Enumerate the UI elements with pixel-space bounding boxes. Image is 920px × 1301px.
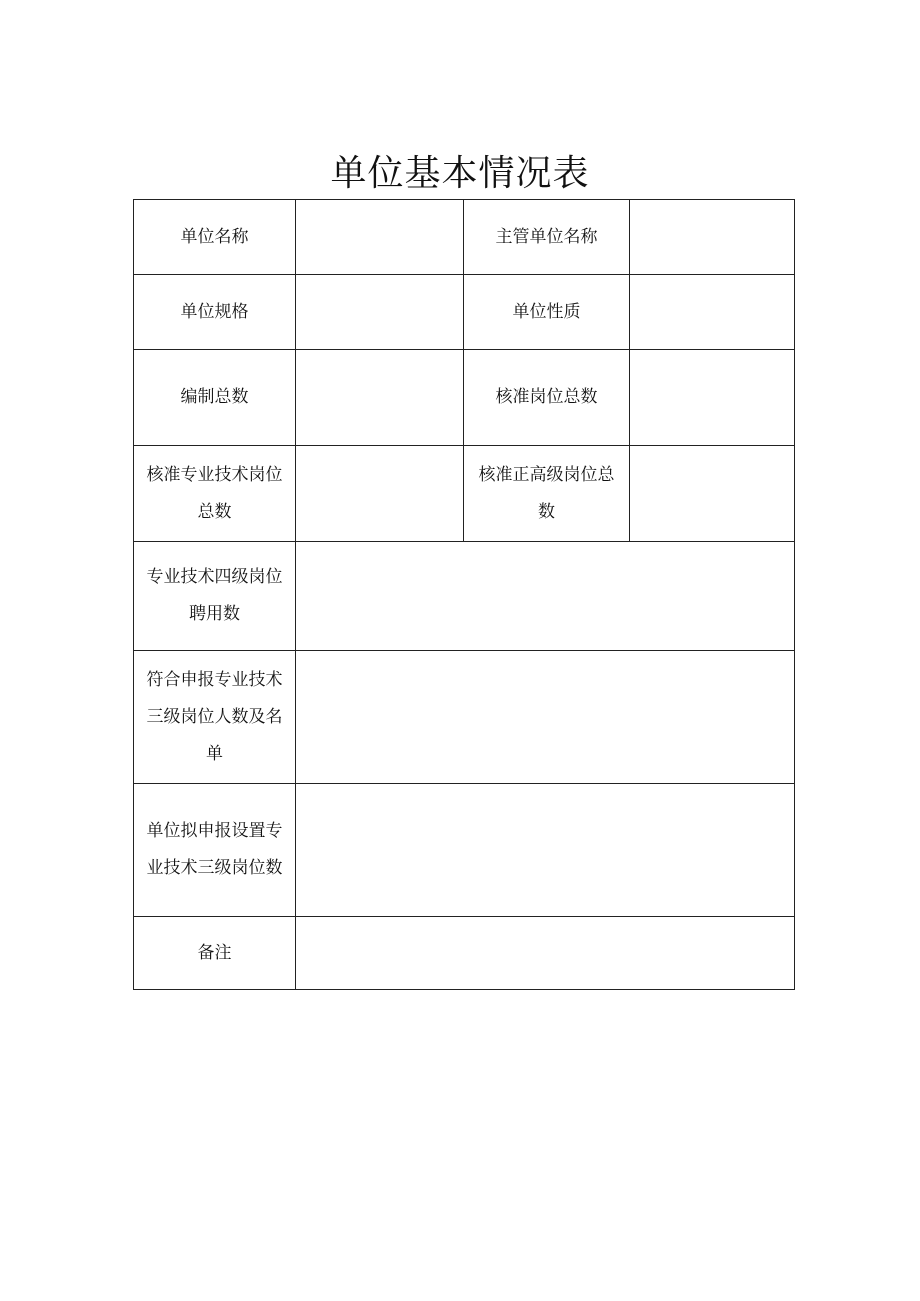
unit-name-label: 单位名称 [134,200,296,275]
unit-name-value[interactable] [296,200,464,275]
planned-level3-label: 单位拟申报设置专业技术三级岗位数 [134,784,296,917]
staffing-total-label: 编制总数 [134,350,296,446]
approved-prof-posts-label: 核准专业技术岗位总数 [134,446,296,542]
level4-hired-label: 专业技术四级岗位聘用数 [134,542,296,651]
row-unit-name [134,200,795,275]
unit-scale-label: 单位规格 [134,275,296,350]
unit-nature-label: 单位性质 [464,275,630,350]
remarks-value[interactable] [296,917,795,990]
level4-hired-value[interactable] [296,542,795,651]
row-unit-scale [134,275,795,350]
row-staffing-total [134,350,795,446]
row-approved-prof-posts [134,446,795,542]
row-remarks [134,917,795,990]
row-eligible-level3 [134,651,795,784]
approved-posts-total-label: 核准岗位总数 [464,350,630,446]
supervising-unit-name-label: 主管单位名称 [464,200,630,275]
approved-posts-total-value[interactable] [630,350,795,446]
eligible-level3-value[interactable] [296,651,795,784]
approved-senior-posts-value[interactable] [630,446,795,542]
approved-prof-posts-value[interactable] [296,446,464,542]
staffing-total-value[interactable] [296,350,464,446]
row-planned-level3 [134,784,795,917]
planned-level3-value[interactable] [296,784,795,917]
unit-info-table [133,199,795,990]
supervising-unit-name-value[interactable] [630,200,795,275]
page-title: 单位基本情况表 [330,153,590,194]
remarks-label: 备注 [134,917,296,990]
eligible-level3-label: 符合申报专业技术三级岗位人数及名单 [134,651,296,784]
unit-scale-value[interactable] [296,275,464,350]
unit-nature-value[interactable] [630,275,795,350]
row-level4-hired [134,542,795,651]
approved-senior-posts-label: 核准正高级岗位总数 [464,446,630,542]
